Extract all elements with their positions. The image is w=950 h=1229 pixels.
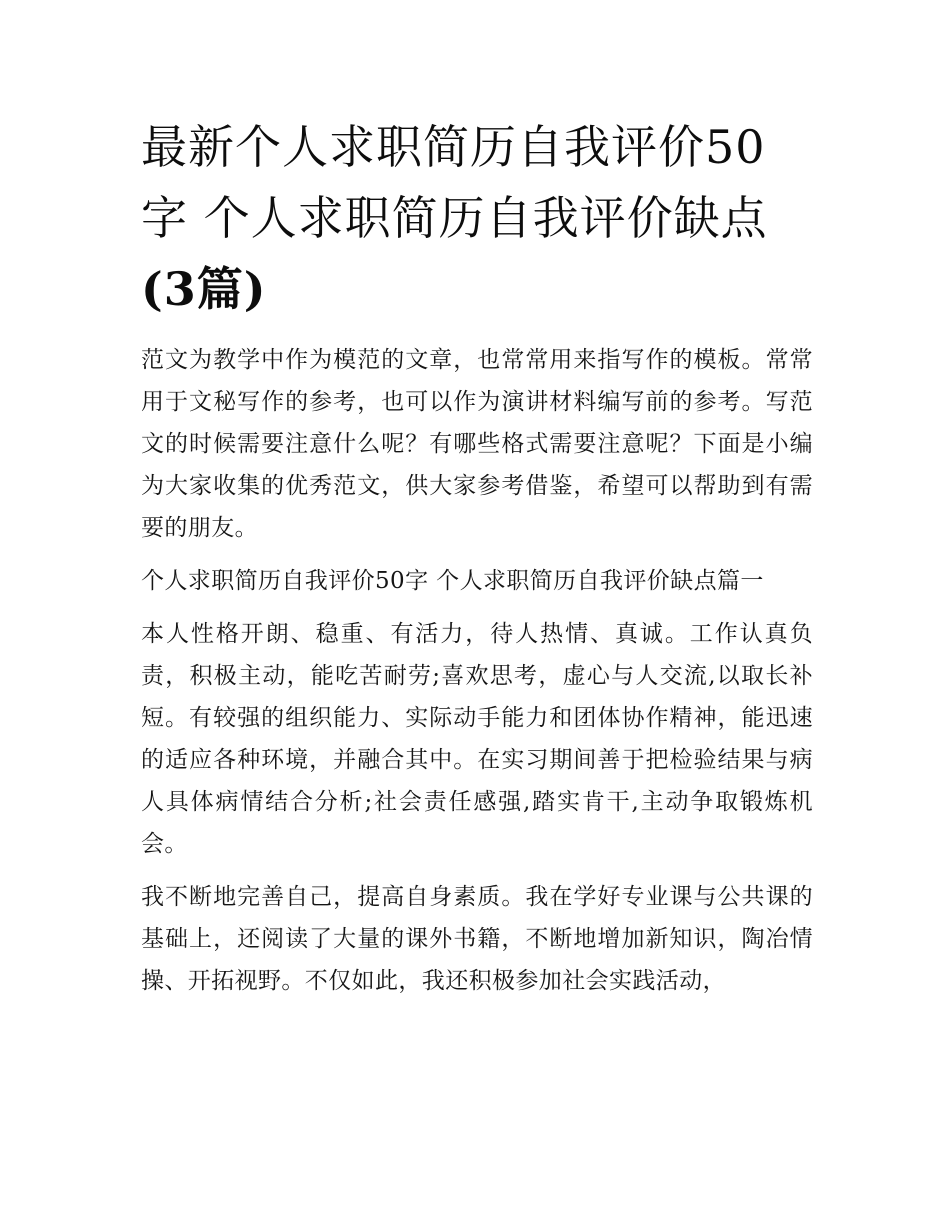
intro-paragraph: 范文为教学中作为模范的文章，也常常用来指写作的模板。常常用于文秘写作的参考，也可以作为演讲材料编写前的参考。写范文的时候需要注意什么呢？有哪些格式需要注意呢？下面是小编为大家收集的优秀范文，供大家参考借鉴，希望可以帮助到有需要的朋友。 xyxy=(141,347,813,541)
document-title xyxy=(141,112,813,325)
body-paragraph: 我不断地完善自己，提高自身素质。我在学好专业课与公共课的基础上，还阅读了大量的课外书籍，不断地增加新知识，陶冶情操、开拓视野。不仅如此，我还积极参加社会实践活动， xyxy=(141,884,813,994)
section-heading: 个人求职简历自我评价50字 个人求职简历自我评价缺点篇一 xyxy=(141,568,764,594)
body-paragraph: 本人性格开朗、稳重、有活力，待人热情、真诚。工作认真负责，积极主动，能吃苦耐劳;喜欢思考，虚心与人交流,以取长补短。有较强的组织能力、实际动手能力和团体协作精神，能迅速的适应各种环境，并融合其中。在实习期间善于把检验结果与病人具体病情结合分析;社会责任感强,踏实肯干,主动争取锻炼机会。 xyxy=(141,621,813,857)
title-line-1: 最新个人求职简历自我评价50 xyxy=(141,120,766,174)
document-content xyxy=(141,112,813,1002)
title-line-2: 字 个人求职简历自我评价缺点 xyxy=(141,191,768,245)
title-line-3: (3篇) xyxy=(141,262,267,316)
